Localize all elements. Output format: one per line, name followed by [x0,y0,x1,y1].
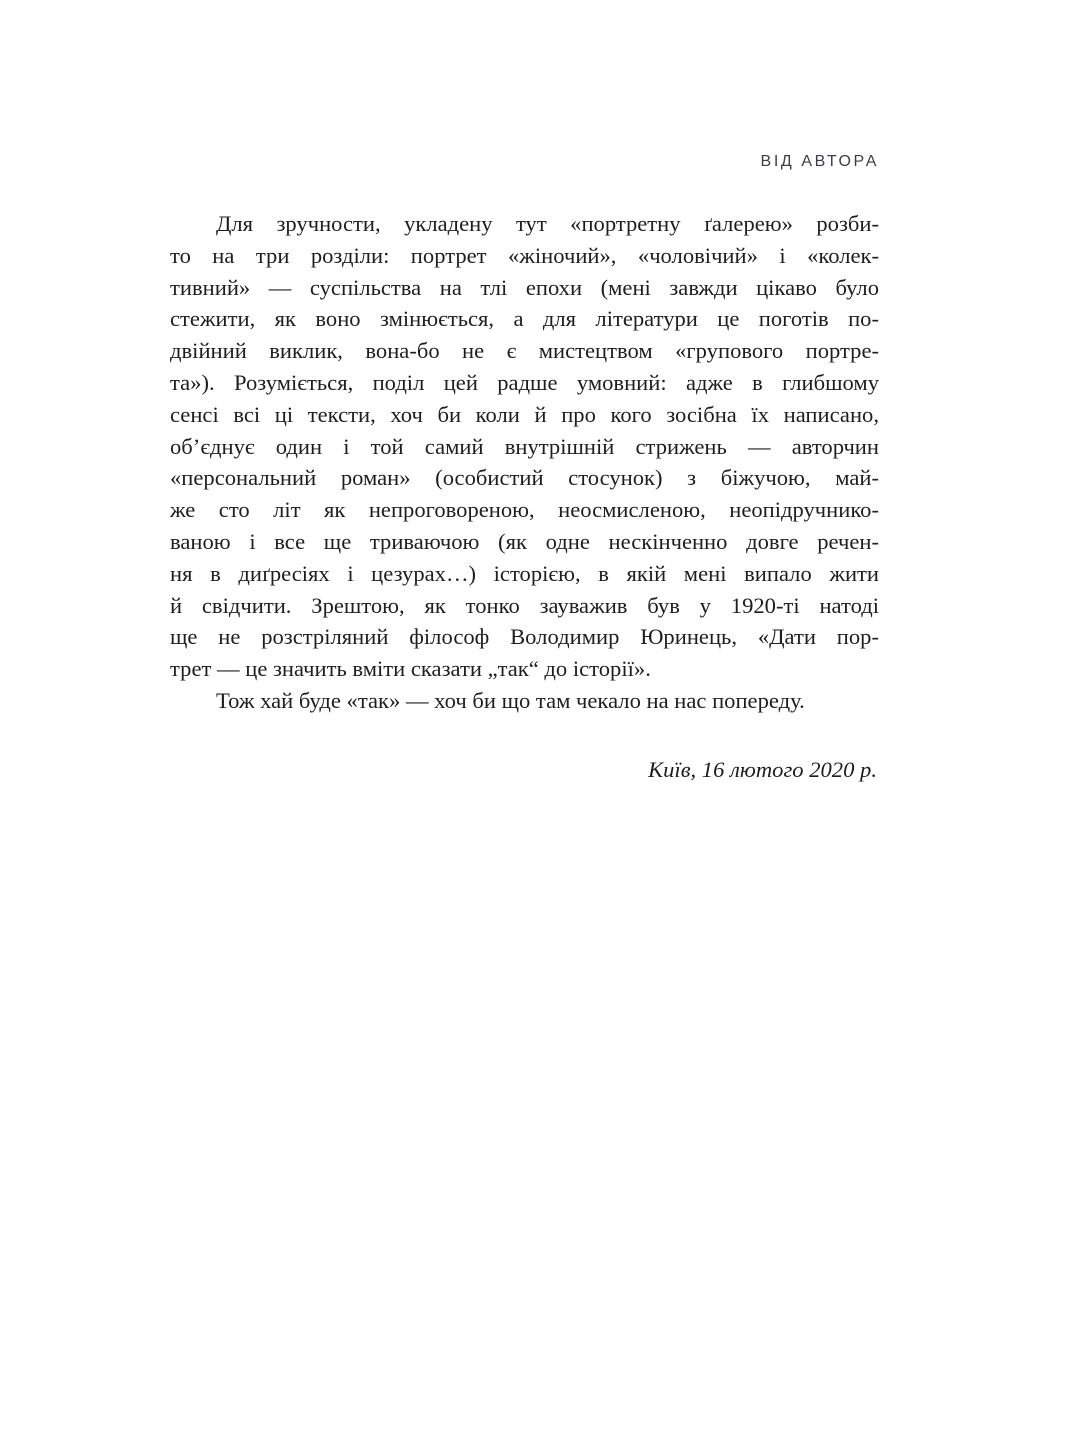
text-line: «персональний роман» (особистий стосунок) з біжучою, май- [170,465,879,491]
text-line: Для зручности, укладену тут «портретну ґалерею» розби- [216,211,879,236]
author-note-text [170,208,879,717]
text-line: же сто літ як непроговореною, неосмисленою, неопідручнико- [170,497,879,523]
text-line: трет — це значить вміти сказати „так“ до історії». [170,656,651,682]
running-head: ВІД АВТОРА [760,153,879,170]
text-line: то на три розділи: портрет «жіночий», «чоловічий» і «колек- [170,242,879,268]
text-line: ваною і все ще триваючою (як одне нескінченно довге речен- [170,528,879,554]
text-line: ще не розстріляний філософ Володимир Юринець, «Дати пор- [170,624,879,650]
text-line: ня в диґресіях і цезурах…) історією, в якій мені випало жити [170,560,879,586]
text-line: стежити, як воно змінюється, а для літератури це поготів по- [170,306,879,332]
text-line: й свідчити. Зрештою, як тонко зауважив був у 1920-ті натоді [170,592,879,618]
text-line: та»). Розуміється, поділ цей радше умовний: адже в глибшому [170,369,879,395]
text-line: об’єднує один і той самий внутрішній стрижень — авторчин [170,433,879,459]
text-line: Тож хай буде «так» — хоч би що там чекало на нас попереду. [216,687,805,713]
text-line: тивний» — суспільства на тлі епохи (мені завжди цікаво було [170,274,879,300]
text-line: сенсі всі ці тексти, хоч би коли й про кого зосібна їх написано, [170,401,879,427]
dateline: Київ, 16 лютого 2020 р. [648,757,877,782]
text-line: двійний виклик, вона-бо не є мистецтвом «групового портре- [170,338,879,364]
